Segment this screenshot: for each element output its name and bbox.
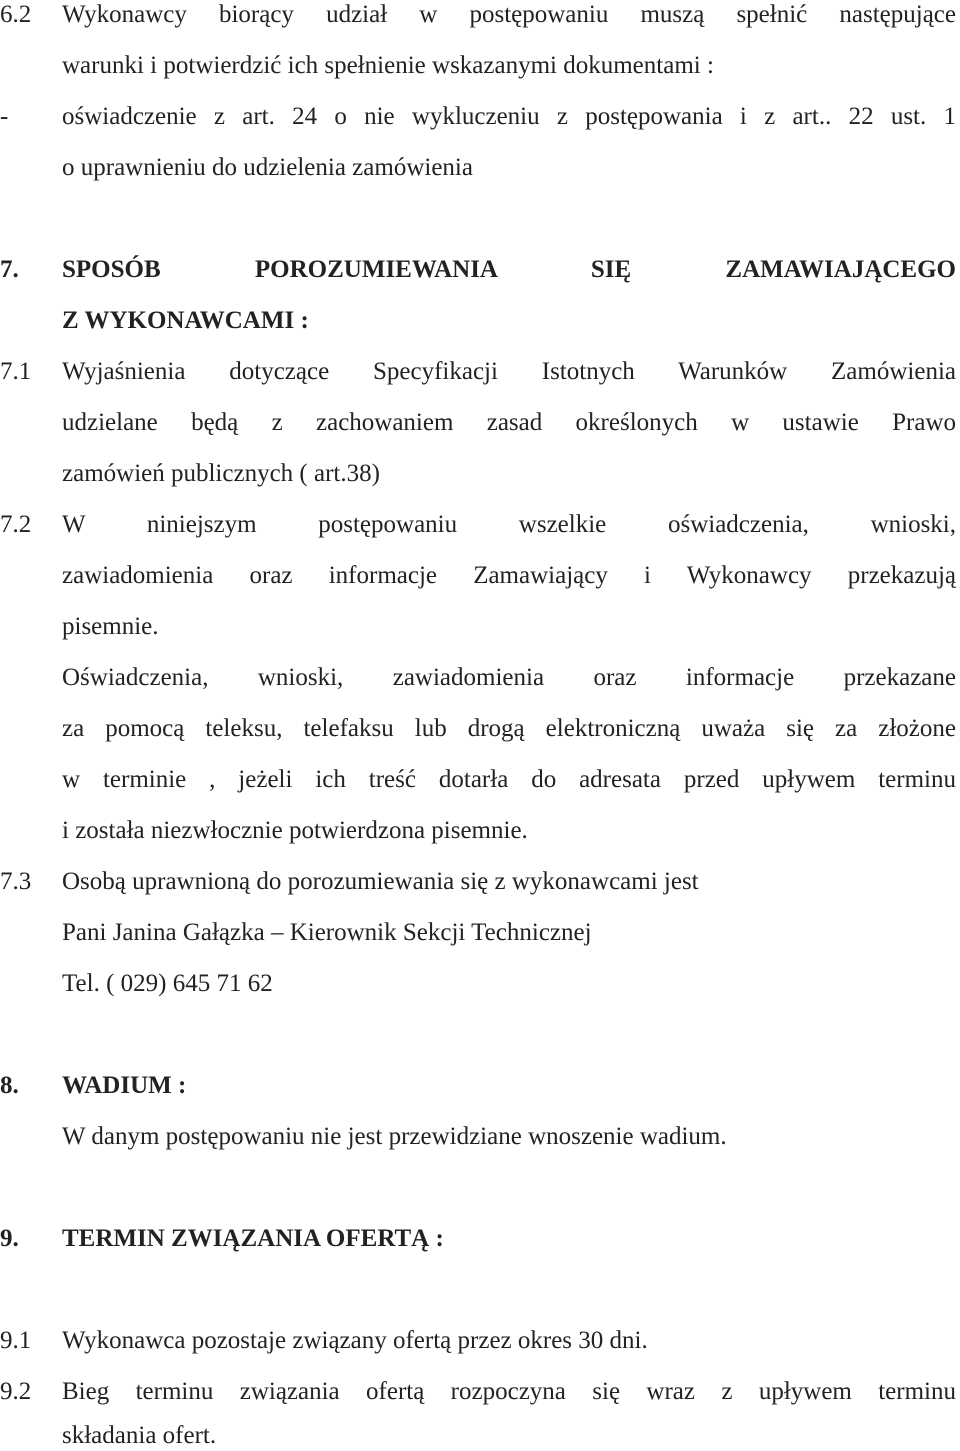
section-7-1-line-3	[0, 459, 958, 489]
paragraph-text: Oświadczenia, wnioski, zawiadomienia oraz informacje przekazane	[62, 664, 956, 691]
section-7-heading-line-2	[0, 306, 958, 336]
section-9-1-line-1	[0, 1326, 958, 1356]
paragraph-text: Wykonawcy biorący udział w postępowaniu muszą spełnić następujące	[62, 1, 956, 28]
list-marker: -	[0, 103, 9, 130]
dash-item-line-1	[0, 102, 958, 132]
paragraph-text: Osobą uprawnioną do porozumiewania się z wykonawcami jest	[62, 868, 699, 895]
section-number: 8.	[0, 1072, 19, 1099]
section-9-heading	[0, 1224, 958, 1254]
section-number: 9.	[0, 1225, 19, 1252]
section-7-3-line-3	[0, 969, 958, 999]
paragraph-text: o uprawnieniu do udzielenia zamówienia	[62, 154, 473, 181]
section-7-3-line-2	[0, 918, 958, 948]
paragraph-text: W danym postępowaniu nie jest przewidziane wnoszenie wadium.	[62, 1123, 727, 1150]
paragraph-text: oświadczenie z art. 24 o nie wykluczeniu z postępowania i z art.. 22 ust. 1	[62, 103, 956, 130]
section-8-line-1	[0, 1122, 958, 1152]
section-8-heading	[0, 1071, 958, 1101]
section-9-2-line-2	[0, 1421, 958, 1451]
section-heading: SPOSÓB POROZUMIEWANIA SIĘ ZAMAWIAJĄCEGO	[62, 256, 956, 283]
paragraph-text: i została niezwłocznie potwierdzona pisemnie.	[62, 817, 528, 844]
section-number: 9.1	[0, 1327, 32, 1354]
paragraph-text: udzielane będą z zachowaniem zasad określonych w ustawie Prawo	[62, 409, 956, 436]
contact-phone: Tel. ( 029) 645 71 62	[62, 970, 273, 997]
section-number: 7.2	[0, 511, 32, 538]
section-7-3-line-1	[0, 867, 958, 897]
contact-person: Pani Janina Gałązka – Kierownik Sekcji Technicznej	[62, 919, 592, 946]
paragraph-text: w terminie , jeżeli ich treść dotarła do adresata przed upływem terminu	[62, 766, 956, 793]
section-number: 7.	[0, 256, 19, 283]
section-7-2-line-7	[0, 816, 958, 846]
section-number: 9.2	[0, 1378, 32, 1405]
section-7-1-line-2	[0, 408, 958, 438]
section-7-2-line-2	[0, 561, 958, 591]
paragraph-text: zawiadomienia oraz informacje Zamawiający i Wykonawcy przekazują	[62, 562, 956, 589]
section-number: 6.2	[0, 1, 32, 28]
section-number: 7.1	[0, 358, 32, 385]
paragraph-text: Bieg terminu związania ofertą rozpoczyna się wraz z upływem terminu	[62, 1378, 956, 1405]
section-7-2-line-1	[0, 510, 958, 540]
paragraph-text: składania ofert.	[62, 1422, 217, 1449]
paragraph-text: pisemnie.	[62, 613, 159, 640]
section-7-1-line-1	[0, 357, 958, 387]
paragraph-text: zamówień publicznych ( art.38)	[62, 460, 380, 487]
paragraph-text: warunki i potwierdzić ich spełnienie wskazanymi dokumentami :	[62, 52, 714, 79]
section-7-2-line-4	[0, 663, 958, 693]
paragraph-text: W niniejszym postępowaniu wszelkie oświadczenia, wnioski,	[62, 511, 956, 538]
section-heading: TERMIN ZWIĄZANIA OFERTĄ :	[62, 1225, 444, 1252]
section-6-2-line-2	[0, 51, 958, 81]
section-7-2-line-5	[0, 714, 958, 744]
section-7-2-line-6	[0, 765, 958, 795]
section-9-2-line-1	[0, 1377, 958, 1407]
section-heading: WADIUM :	[62, 1072, 187, 1099]
paragraph-text: Wyjaśnienia dotyczące Specyfikacji Istotnych Warunków Zamówienia	[62, 358, 956, 385]
paragraph-text: Wykonawca pozostaje związany ofertą przez okres 30 dni.	[62, 1327, 648, 1354]
section-7-2-line-3	[0, 612, 958, 642]
paragraph-text: za pomocą teleksu, telefaksu lub drogą elektroniczną uważa się za złożone	[62, 715, 956, 742]
dash-item-line-2	[0, 153, 958, 183]
section-heading: Z WYKONAWCAMI :	[62, 307, 309, 334]
section-6-2-line-1	[0, 0, 958, 30]
section-7-heading-line-1	[0, 255, 958, 285]
section-number: 7.3	[0, 868, 32, 895]
